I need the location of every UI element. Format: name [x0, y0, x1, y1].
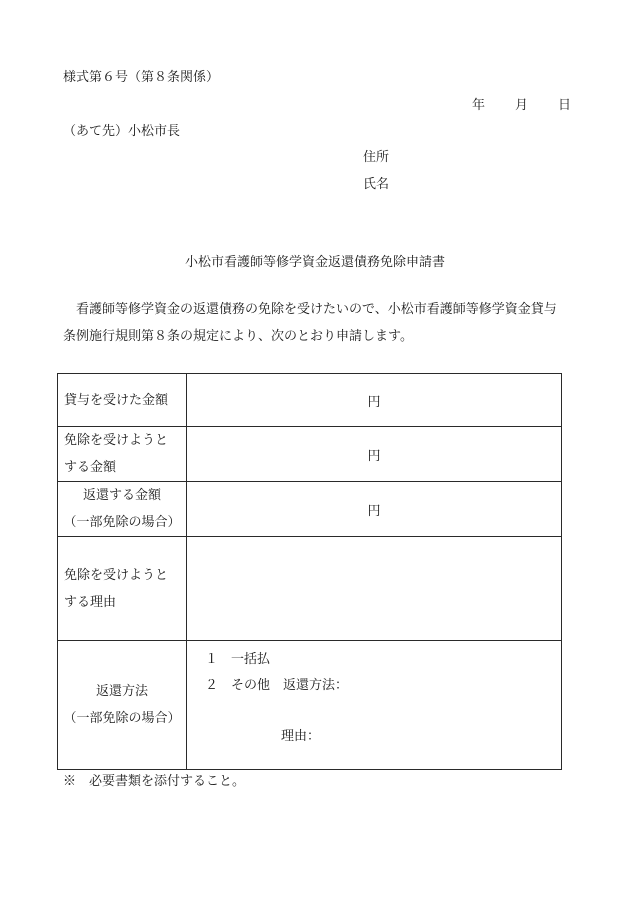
- month-label: 月: [515, 98, 529, 113]
- method-option-other[interactable]: ２ その他 返還方法：: [205, 678, 349, 693]
- exemption-reason-label: 免除を受けようと する理由: [58, 537, 187, 641]
- method-reason-label: 理由：: [281, 729, 321, 744]
- table-row: [58, 537, 562, 641]
- address-label: 住所: [363, 150, 390, 165]
- exemption-amount-field[interactable]: [187, 427, 562, 482]
- exemption-reason-field[interactable]: [187, 537, 562, 641]
- table-row: [58, 641, 562, 770]
- day-label: 日: [558, 98, 572, 113]
- yen-unit: 円: [367, 503, 381, 519]
- year-label: 年: [472, 98, 486, 113]
- form-number: 様式第６号（第８条関係）: [63, 70, 220, 85]
- yen-unit: 円: [367, 394, 381, 410]
- repayment-amount-label: 返還する金額 （一部免除の場合）: [58, 482, 187, 537]
- repayment-method-field[interactable]: [187, 641, 562, 770]
- loan-amount-field[interactable]: [187, 374, 562, 427]
- attachment-note: ※ 必要書類を添付すること。: [63, 774, 246, 789]
- loan-amount-label: 貸与を受けた金額: [58, 374, 187, 427]
- application-statement: 看護師等修学資金の返還債務の免除を受けたいので、小松市看護師等修学資金貸与条例施行規則第８条の規定により、次のとおり申請します。: [63, 302, 557, 344]
- date-line: [472, 94, 571, 113]
- yen-unit: 円: [367, 448, 381, 464]
- application-table: [57, 373, 562, 770]
- method-option-lump-sum[interactable]: １ 一括払: [205, 652, 271, 667]
- document-title: 小松市看護師等修学資金返還債務免除申請書: [184, 255, 445, 270]
- exemption-amount-label: 免除を受けようと する金額: [58, 427, 187, 482]
- table-row: [58, 374, 562, 427]
- table-row: [58, 427, 562, 482]
- table-row: [58, 482, 562, 537]
- addressee: （あて先）小松市長: [63, 124, 181, 139]
- name-label: 氏名: [363, 177, 390, 192]
- repayment-amount-field[interactable]: [187, 482, 562, 537]
- repayment-method-label: 返還方法 （一部免除の場合）: [58, 641, 187, 770]
